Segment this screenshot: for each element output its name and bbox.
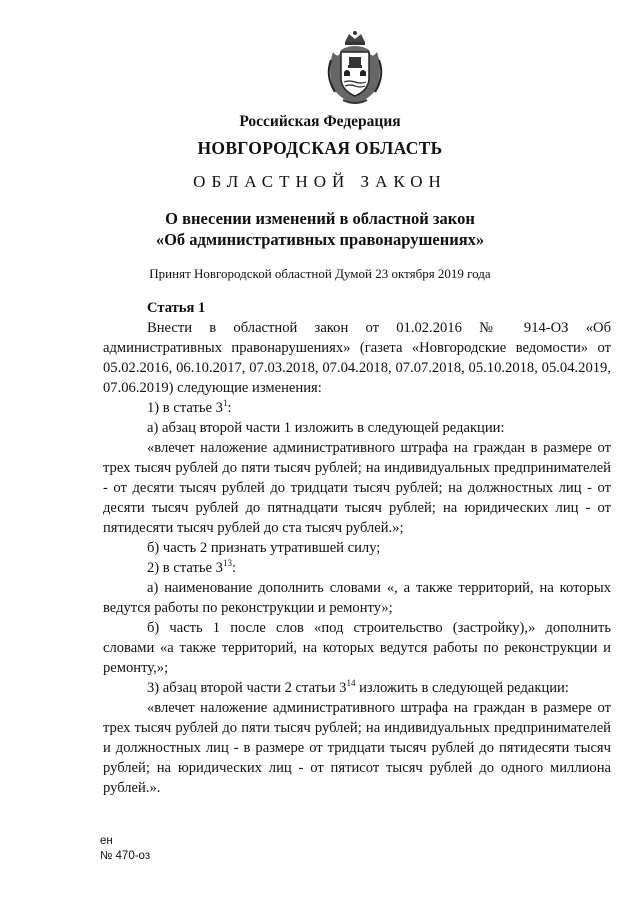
article-intro: Внести в областной закон от 01.02.2016 № 914-ОЗ «Об административных правонарушениях» (газета «Новгородские ведомости» от 05.02.2016, 06.10.2017, 07.03.2018, 07.04.2018, 07.07.2018, 05.10.2018, 05.04.2019, 07.06.2019) следующие изменения: xyxy=(103,320,611,396)
country-name: Российская Федерация xyxy=(239,113,401,130)
item-1a-text: «влечет наложение административного штрафа на граждан в размере от трех тысяч рублей до пяти тысяч рублей; на индивидуальных предпринимателей - от десяти тысяч рублей до тридцати тысяч рублей; на должностных лиц - от десяти тысяч рублей до пятнадцати тысяч рублей; на юридических лиц - от пятидесяти тысяч рублей до ста тысяч рублей.»; xyxy=(103,440,611,536)
adoption-note: Принят Новгородской областной Думой 23 октября 2019 года xyxy=(149,266,491,281)
law-title xyxy=(0,208,640,250)
document-type: ОБЛАСТНОЙ ЗАКОН xyxy=(193,172,447,191)
law-title-line2: «Об административных правонарушениях» xyxy=(155,230,485,249)
item-2-suffix: : xyxy=(231,560,236,576)
item-1-prefix: 1) в статье 3 xyxy=(147,400,223,416)
law-body xyxy=(103,298,611,798)
item-3-prefix: 3) абзац второй части 2 статьи 3 xyxy=(147,680,347,696)
item-3 xyxy=(103,678,611,698)
item-2a: а) наименование дополнить словами «, а также территорий, на которых ведутся работы по реконструкции и ремонту»; xyxy=(103,580,611,616)
item-2 xyxy=(103,558,611,578)
item-1-sup: 1 xyxy=(222,398,228,408)
law-title-line1: О внесении изменений в областной закон xyxy=(165,209,475,228)
item-1a: а) абзац второй части 1 изложить в следующей редакции: xyxy=(147,420,505,436)
footer-number: № 470-оз xyxy=(100,850,151,862)
item-3-text: «влечет наложение административного штрафа на граждан в размере от трех тысяч рублей до пяти тысяч рублей; на индивидуальных предпринимателей и должностных лиц - в размере от тридцати тысяч рублей до пятидесяти тысяч рублей; на юридических лиц - от пятисот тысяч рублей до одного миллиона рублей.». xyxy=(103,700,611,796)
item-2-sup: 13 xyxy=(222,558,232,568)
item-2-prefix: 2) в статье 3 xyxy=(147,560,223,576)
article-heading: Статья 1 xyxy=(147,300,206,316)
region-name: НОВГОРОДСКАЯ ОБЛАСТЬ xyxy=(197,138,443,158)
footer-note xyxy=(100,834,150,864)
item-3-suffix: изложить в следующей редакции: xyxy=(355,680,569,696)
item-1-suffix: : xyxy=(227,400,232,416)
item-1 xyxy=(103,398,611,418)
coat-of-arms-icon xyxy=(323,30,387,106)
item-2b: б) часть 1 после слов «под строительство (застройку),» дополнить словами «а также территорий, на которых ведутся работы по реконструкции и ремонту,»; xyxy=(103,620,611,676)
item-3-sup: 14 xyxy=(346,678,356,688)
footer-initials: ен xyxy=(100,835,113,847)
item-1b: б) часть 2 признать утратившей силу; xyxy=(147,540,381,556)
